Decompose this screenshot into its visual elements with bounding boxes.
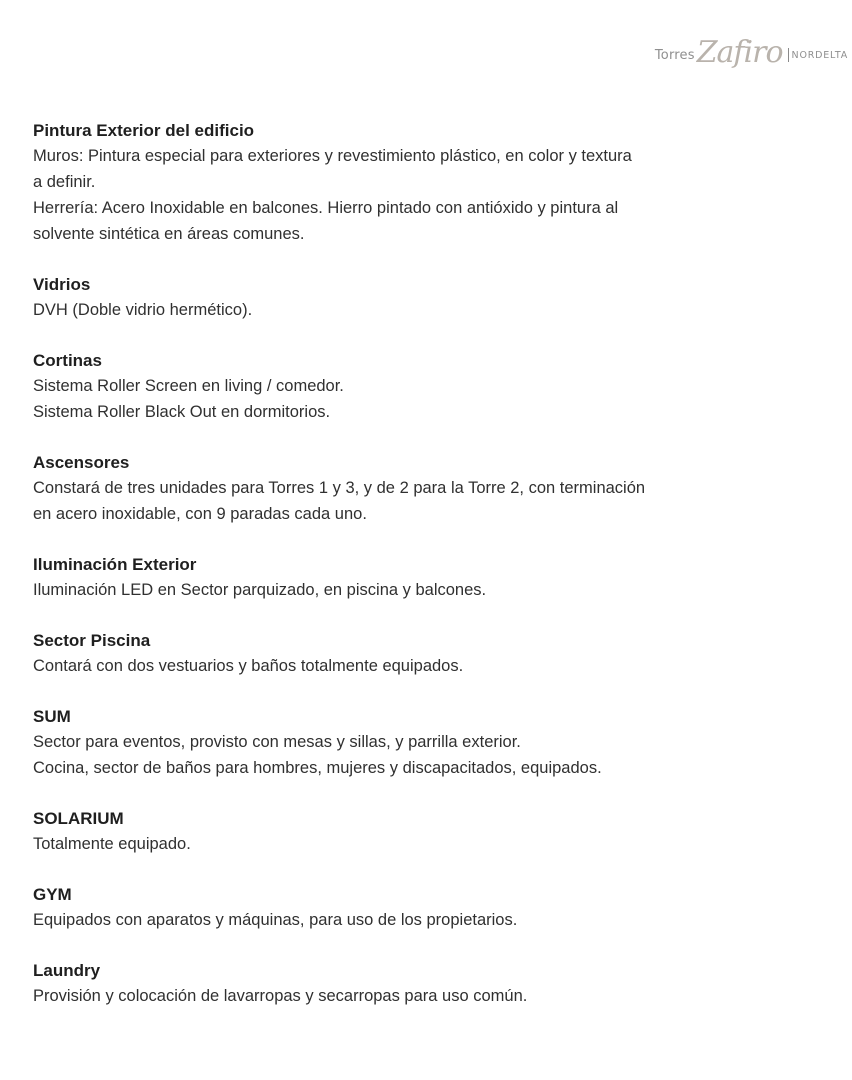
section-text-line: Sector para eventos, provisto con mesas y sillas, y parrilla exterior. <box>33 733 521 751</box>
section-iluminacion-exterior <box>33 552 845 603</box>
section-title: GYM <box>33 885 72 904</box>
brand-logo <box>655 30 848 80</box>
section-title: Pintura Exterior del edificio <box>33 121 255 140</box>
section-gym <box>33 882 845 933</box>
section-title: SOLARIUM <box>33 809 124 828</box>
logo-torres-text: Torres <box>654 47 695 63</box>
section-text-line: Sistema Roller Black Out en dormitorios. <box>33 403 331 421</box>
section-title: Vidrios <box>33 275 91 294</box>
section-title: Iluminación Exterior <box>33 555 197 574</box>
section-text-line: Sistema Roller Screen en living / comedor. <box>33 377 344 395</box>
logo-divider <box>788 48 789 62</box>
section-text-line: DVH (Doble vidrio hermético). <box>33 301 253 319</box>
section-title: Cortinas <box>33 351 102 370</box>
section-pintura-exterior <box>33 118 845 247</box>
section-text-line: Muros: Pintura especial para exteriores y revestimiento plástico, en color y textura <box>33 147 632 165</box>
section-text-line: Totalmente equipado. <box>33 835 191 853</box>
section-sum <box>33 704 845 781</box>
section-sector-piscina <box>33 628 845 679</box>
section-text-line: Equipados con aparatos y máquinas, para uso de los propietarios. <box>33 911 518 929</box>
section-text-line: Contará con dos vestuarios y baños totalmente equipados. <box>33 657 464 675</box>
section-vidrios <box>33 272 845 323</box>
section-solarium <box>33 806 845 857</box>
section-title: SUM <box>33 707 71 726</box>
section-text-line: Constará de tres unidades para Torres 1 y 3, y de 2 para la Torre 2, con terminación <box>33 479 646 497</box>
section-text-line: Cocina, sector de baños para hombres, mujeres y discapacitados, equipados. <box>33 759 602 777</box>
specifications-document <box>33 118 845 1034</box>
logo-location-text: NORDELTA <box>791 49 848 61</box>
logo-script-text: Zafiro <box>696 34 783 70</box>
section-text-line: a definir. <box>33 173 96 191</box>
section-cortinas <box>33 348 845 425</box>
section-text-line: en acero inoxidable, con 9 paradas cada uno. <box>33 505 367 523</box>
section-title: Ascensores <box>33 453 130 472</box>
section-text-line: solvente sintética en áreas comunes. <box>33 225 305 243</box>
section-title: Sector Piscina <box>33 631 151 650</box>
section-laundry <box>33 958 845 1009</box>
section-ascensores <box>33 450 845 527</box>
section-title: Laundry <box>33 961 101 980</box>
section-text-line: Herrería: Acero Inoxidable en balcones. Hierro pintado con antióxido y pintura al <box>33 199 619 217</box>
section-text-line: Provisión y colocación de lavarropas y secarropas para uso común. <box>33 987 528 1005</box>
section-text-line: Iluminación LED en Sector parquizado, en piscina y balcones. <box>33 581 487 599</box>
